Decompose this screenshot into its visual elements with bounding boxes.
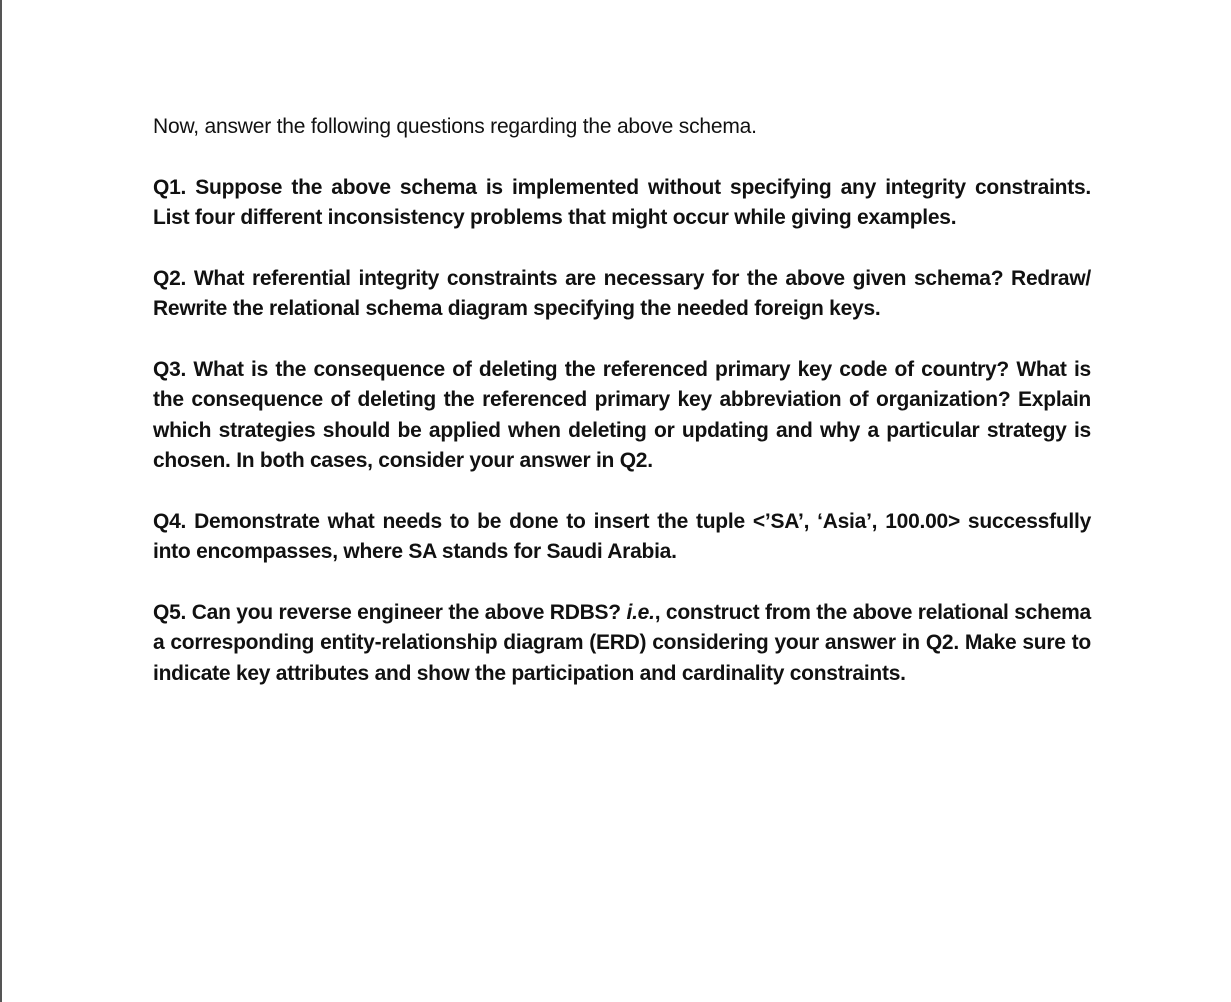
document-content	[153, 112, 1091, 719]
question-q5-italic: i.e.	[626, 600, 655, 624]
question-q5-part2: , construct from the above relational schema a corresponding entity-relationship diagram (ERD) considering your answer in Q2. Make sure to indicate key attributes and show the participation and cardinality constraints.	[153, 600, 1091, 685]
intro-paragraph: Now, answer the following questions regarding the above schema.	[153, 115, 757, 138]
question-q4: Q4. Demonstrate what needs to be done to insert the tuple <’SA’, ‘Asia’, 100.00> successfully into encompasses, where SA stands for Saudi Arabia.	[153, 509, 1091, 563]
page-left-border	[0, 0, 2, 1002]
question-q5	[153, 598, 1091, 690]
question-q3: Q3. What is the consequence of deleting the referenced primary key code of country? What is the consequence of deleting the referenced primary key abbreviation of organization? Explain which strategies should be applied when deleting or updating and why a particular strategy is chosen. In both cases, consider your answer in Q2.	[153, 357, 1091, 472]
question-q2: Q2. What referential integrity constraints are necessary for the above given schema? Redraw/ Rewrite the relational schema diagram specifying the needed foreign keys.	[153, 266, 1091, 320]
question-q5-part1: Q5. Can you reverse engineer the above RDBS?	[153, 600, 627, 624]
question-q1: Q1. Suppose the above schema is implemented without specifying any integrity constraints. List four different inconsistency problems that might occur while giving examples.	[153, 175, 1091, 229]
